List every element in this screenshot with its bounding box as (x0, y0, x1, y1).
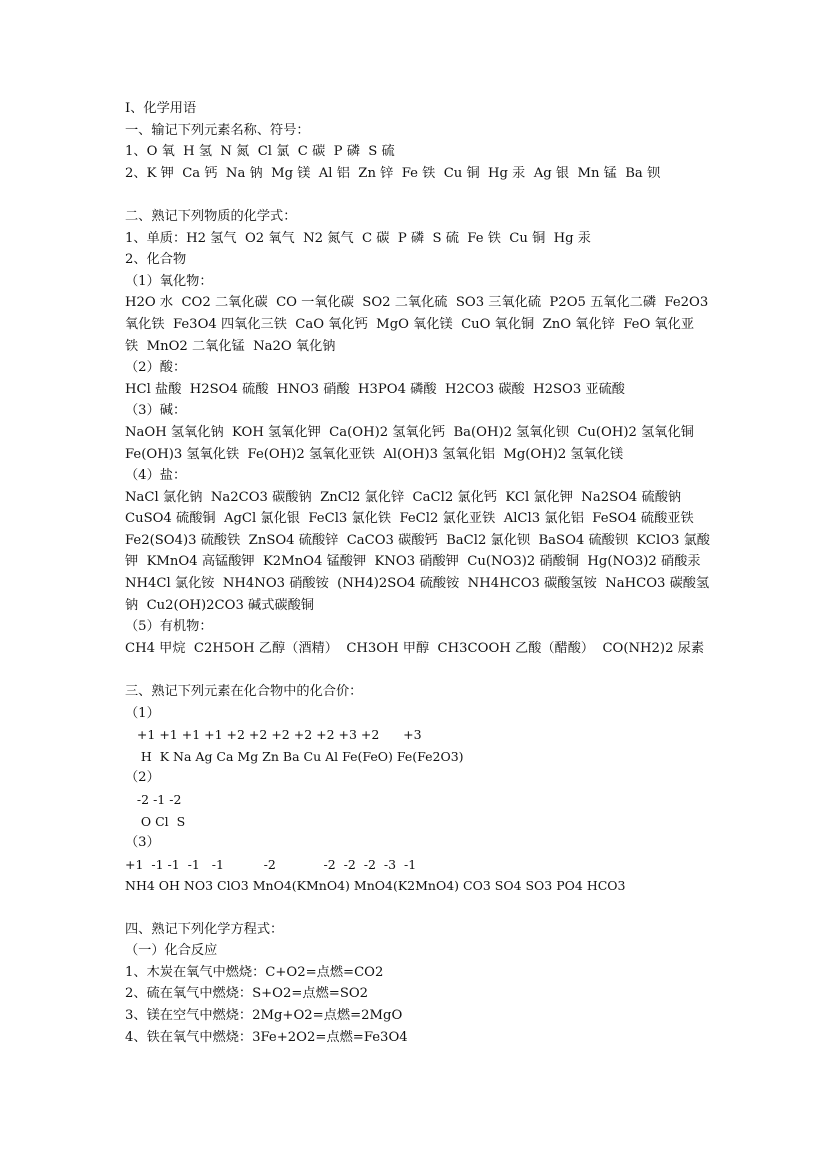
document-title: Ⅰ、化学用语 (125, 101, 197, 116)
spacer (125, 897, 725, 919)
bases-heading: （3）碱： (125, 403, 187, 419)
section-3-heading: 三、熟记下列元素在化合物中的化合价： (125, 684, 363, 700)
section-1-heading: 一、输记下列元素名称、符号： (125, 122, 310, 138)
salts-line-1: NaCl 氯化钠 Na2CO3 碳酸钠 ZnCl2 氯化锌 CaCl2 氯化钙 KCl 氯化钾 Na2SO4 硫酸钠 (125, 489, 682, 505)
valence-part-2-values: -2 -1 -2 (125, 792, 182, 807)
equation-4: 4、铁在氧气中燃烧：3Fe+2O2=点燃=Fe3O4 (125, 1029, 408, 1045)
spacer (125, 184, 725, 206)
valence-part-2-symbols: O Cl S (125, 813, 186, 829)
element-list-line-1: 1、O 氧 H 氢 N 氮 Cl 氯 C 碳 P 磷 S 硫 (125, 144, 395, 160)
equation-1: 1、木炭在氧气中燃烧：C+O2=点燃=CO2 (125, 964, 384, 980)
bases-line-2: Fe(OH)3 氢氧化铁 Fe(OH)2 氢氧化亚铁 Al(OH)3 氢氧化铝 Mg(OH)2 氢氧化镁 (125, 446, 624, 462)
salts-line-4: 钾 KMnO4 高锰酸钾 K2MnO4 锰酸钾 KNO3 硝酸钾 Cu(NO3)2 硝酸铜 Hg(NO3)2 硝酸汞 (125, 554, 701, 570)
salts-line-5: NH4Cl 氯化铵 NH4NO3 硝酸铵 (NH4)2SO4 硫酸铵 NH4HCO3 碳酸氢铵 NaHCO3 碳酸氢 (125, 576, 710, 592)
oxides-line-3: 铁 MnO2 二氧化锰 Na2O 氧化钠 (125, 338, 336, 354)
valence-part-3-symbols: NH4 OH NO3 ClO3 MnO4(KMnO4) MnO4(K2MnO4) CO3 SO4 SO3 PO4 HCO3 (125, 878, 626, 894)
section-2-heading: 二、熟记下列物质的化学式： (125, 208, 297, 224)
spacer (125, 659, 725, 681)
combination-reactions-heading: （一）化合反应 (125, 943, 218, 959)
equation-2: 2、硫在氧气中燃烧：S+O2=点燃=SO2 (125, 986, 369, 1002)
valence-part-3-values: +1 -1 -1 -1 -1 -2 -2 -2 -2 -3 -1 (125, 856, 417, 872)
organics-line-1: CH4 甲烷 C2H5OH 乙醇（酒精） CH3OH 甲醇 CH3COOH 乙酸（醋酸） CO(NH2)2 尿素 (125, 640, 705, 656)
valence-part-1-symbols: H K Na Ag Ca Mg Zn Ba Cu Al Fe(FeO) Fe(Fe2O3) (125, 748, 464, 764)
oxides-heading: （1）氧化物： (125, 273, 213, 289)
salts-heading: （4）盐： (125, 468, 187, 484)
oxides-line-1: H2O 水 CO2 二氧化碳 CO 一氧化碳 SO2 二氧化硫 SO3 三氧化硫 P2O5 五氧化二磷 Fe2O3 (125, 295, 709, 311)
document-body (125, 98, 725, 1048)
compounds-heading: 2、化合物 (125, 252, 187, 268)
oxides-line-2: 氧化铁 Fe3O4 四氧化三铁 CaO 氧化钙 MgO 氧化镁 CuO 氧化铜 ZnO 氧化锌 FeO 氧化亚 (125, 316, 695, 332)
salts-line-6: 钠 Cu2(OH)2CO3 碱式碳酸铜 (125, 597, 314, 613)
valence-part-1-label: （1） (125, 705, 160, 721)
valence-part-2-label: （2） (125, 770, 160, 786)
acids-line-1: HCl 盐酸 H2SO4 硫酸 HNO3 硝酸 H3PO4 磷酸 H2CO3 碳酸 H2SO3 亚硫酸 (125, 381, 625, 397)
simple-substances-line: 1、单质：H2 氢气 O2 氧气 N2 氮气 C 碳 P 磷 S 硫 Fe 铁 Cu 铜 Hg 汞 (125, 230, 591, 246)
valence-part-3-label: （3） (125, 835, 160, 851)
salts-line-2: CuSO4 硫酸铜 AgCl 氯化银 FeCl3 氯化铁 FeCl2 氯化亚铁 AlCl3 氯化铝 FeSO4 硫酸亚铁 (125, 511, 694, 527)
organics-heading: （5）有机物： (125, 619, 213, 635)
bases-line-1: NaOH 氢氧化钠 KOH 氢氧化钾 Ca(OH)2 氢氧化钙 Ba(OH)2 氢氧化钡 Cu(OH)2 氢氧化铜 (125, 424, 694, 440)
salts-line-3: Fe2(SO4)3 硫酸铁 ZnSO4 硫酸锌 CaCO3 碳酸钙 BaCl2 氯化钡 BaSO4 硫酸钡 KClO3 氯酸 (125, 532, 710, 548)
acids-heading: （2）酸： (125, 360, 187, 376)
valence-part-1-values: +1 +1 +1 +1 +2 +2 +2 +2 +2 +3 +2 +3 (125, 727, 422, 743)
equation-3: 3、镁在空气中燃烧：2Mg+O2=点燃=2MgO (125, 1007, 403, 1023)
element-list-line-2: 2、K 钾 Ca 钙 Na 钠 Mg 镁 Al 铝 Zn 锌 Fe 铁 Cu 铜 Hg 汞 Ag 银 Mn 锰 Ba 钡 (125, 165, 661, 181)
section-4-heading: 四、熟记下列化学方程式： (125, 921, 284, 937)
